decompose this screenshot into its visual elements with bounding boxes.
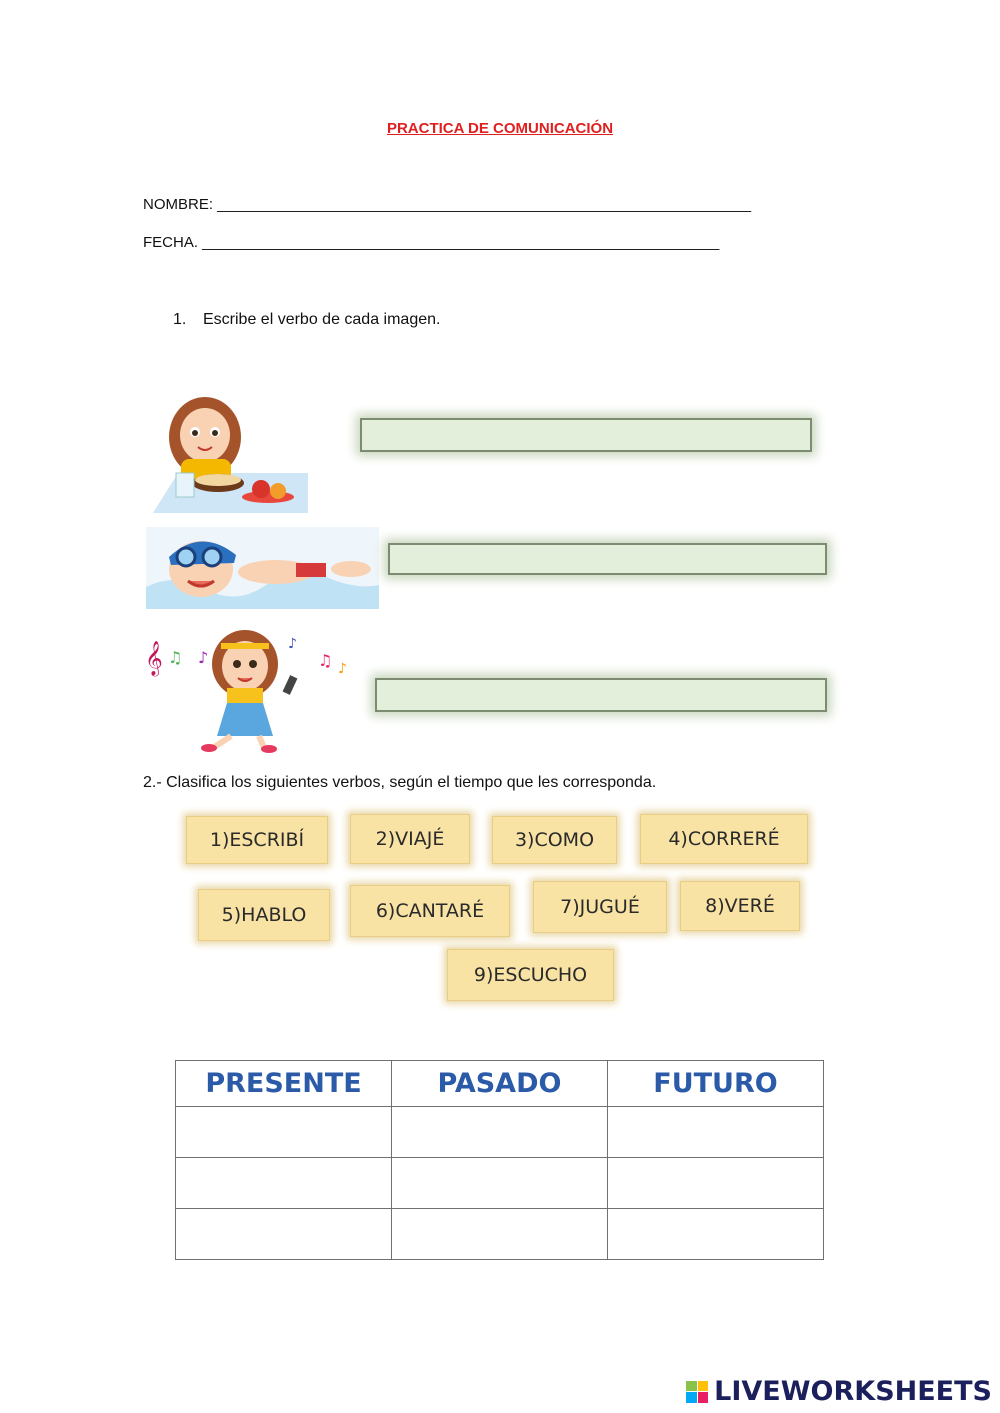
question-1-text: Escribe el verbo de cada imagen. xyxy=(203,311,441,328)
drop-cell[interactable] xyxy=(176,1158,392,1209)
answer-input-3[interactable] xyxy=(375,678,827,712)
svg-text:♪: ♪ xyxy=(338,661,347,677)
table-row xyxy=(176,1107,824,1158)
drop-cell[interactable] xyxy=(176,1107,392,1158)
page-title: PRACTICA DE COMUNICACIÓN xyxy=(386,120,614,137)
drop-cell[interactable] xyxy=(392,1209,608,1260)
girl-eating-image xyxy=(143,385,313,515)
drop-cell[interactable] xyxy=(608,1209,824,1260)
svg-text:♫: ♫ xyxy=(318,651,333,670)
verb-chip[interactable]: 1)ESCRIBÍ xyxy=(186,816,328,864)
svg-text:♪: ♪ xyxy=(198,648,209,667)
answer-input-1[interactable] xyxy=(360,418,812,452)
verb-chip[interactable]: 4)CORRERÉ xyxy=(640,814,808,864)
svg-text:♫: ♫ xyxy=(168,648,183,667)
verb-chip[interactable]: 5)HABLO xyxy=(198,889,330,941)
date-field-label: FECHA. ______________________________________________________________ xyxy=(143,234,720,251)
column-header-futuro: FUTURO xyxy=(608,1061,824,1107)
verb-chip[interactable]: 6)CANTARÉ xyxy=(350,885,510,937)
liveworksheets-logo xyxy=(686,1376,992,1407)
question-2-text: 2.- Clasifica los siguientes verbos, según el tiempo que les corresponda. xyxy=(143,774,657,791)
drop-cell[interactable] xyxy=(608,1107,824,1158)
liveworksheets-logo-icon xyxy=(686,1381,708,1403)
answer-input-2[interactable] xyxy=(388,543,827,575)
liveworksheets-logo-text: LIVEWORKSHEETS xyxy=(714,1376,992,1407)
drop-cell[interactable] xyxy=(176,1209,392,1260)
table-row xyxy=(176,1209,824,1260)
column-header-pasado: PASADO xyxy=(392,1061,608,1107)
verb-chip[interactable]: 8)VERÉ xyxy=(680,881,800,931)
drop-cell[interactable] xyxy=(392,1107,608,1158)
verb-chip[interactable]: 9)ESCUCHO xyxy=(447,949,614,1001)
boy-swimming-image xyxy=(146,527,379,609)
svg-text:𝄞: 𝄞 xyxy=(145,641,163,676)
verb-chip[interactable]: 7)JUGUÉ xyxy=(533,881,667,933)
drop-cell[interactable] xyxy=(608,1158,824,1209)
column-header-presente: PRESENTE xyxy=(176,1061,392,1107)
verb-chip[interactable]: 2)VIAJÉ xyxy=(350,814,470,864)
drop-cell[interactable] xyxy=(392,1158,608,1209)
tense-classification-table xyxy=(175,1060,824,1260)
name-field-label: NOMBRE: ________________________________________________________________ xyxy=(143,196,752,213)
question-1-number: 1. xyxy=(173,311,187,328)
verb-chip[interactable]: 3)COMO xyxy=(492,816,617,864)
table-row xyxy=(176,1158,824,1209)
svg-text:♪: ♪ xyxy=(288,636,297,652)
girl-singing-image xyxy=(143,628,353,753)
